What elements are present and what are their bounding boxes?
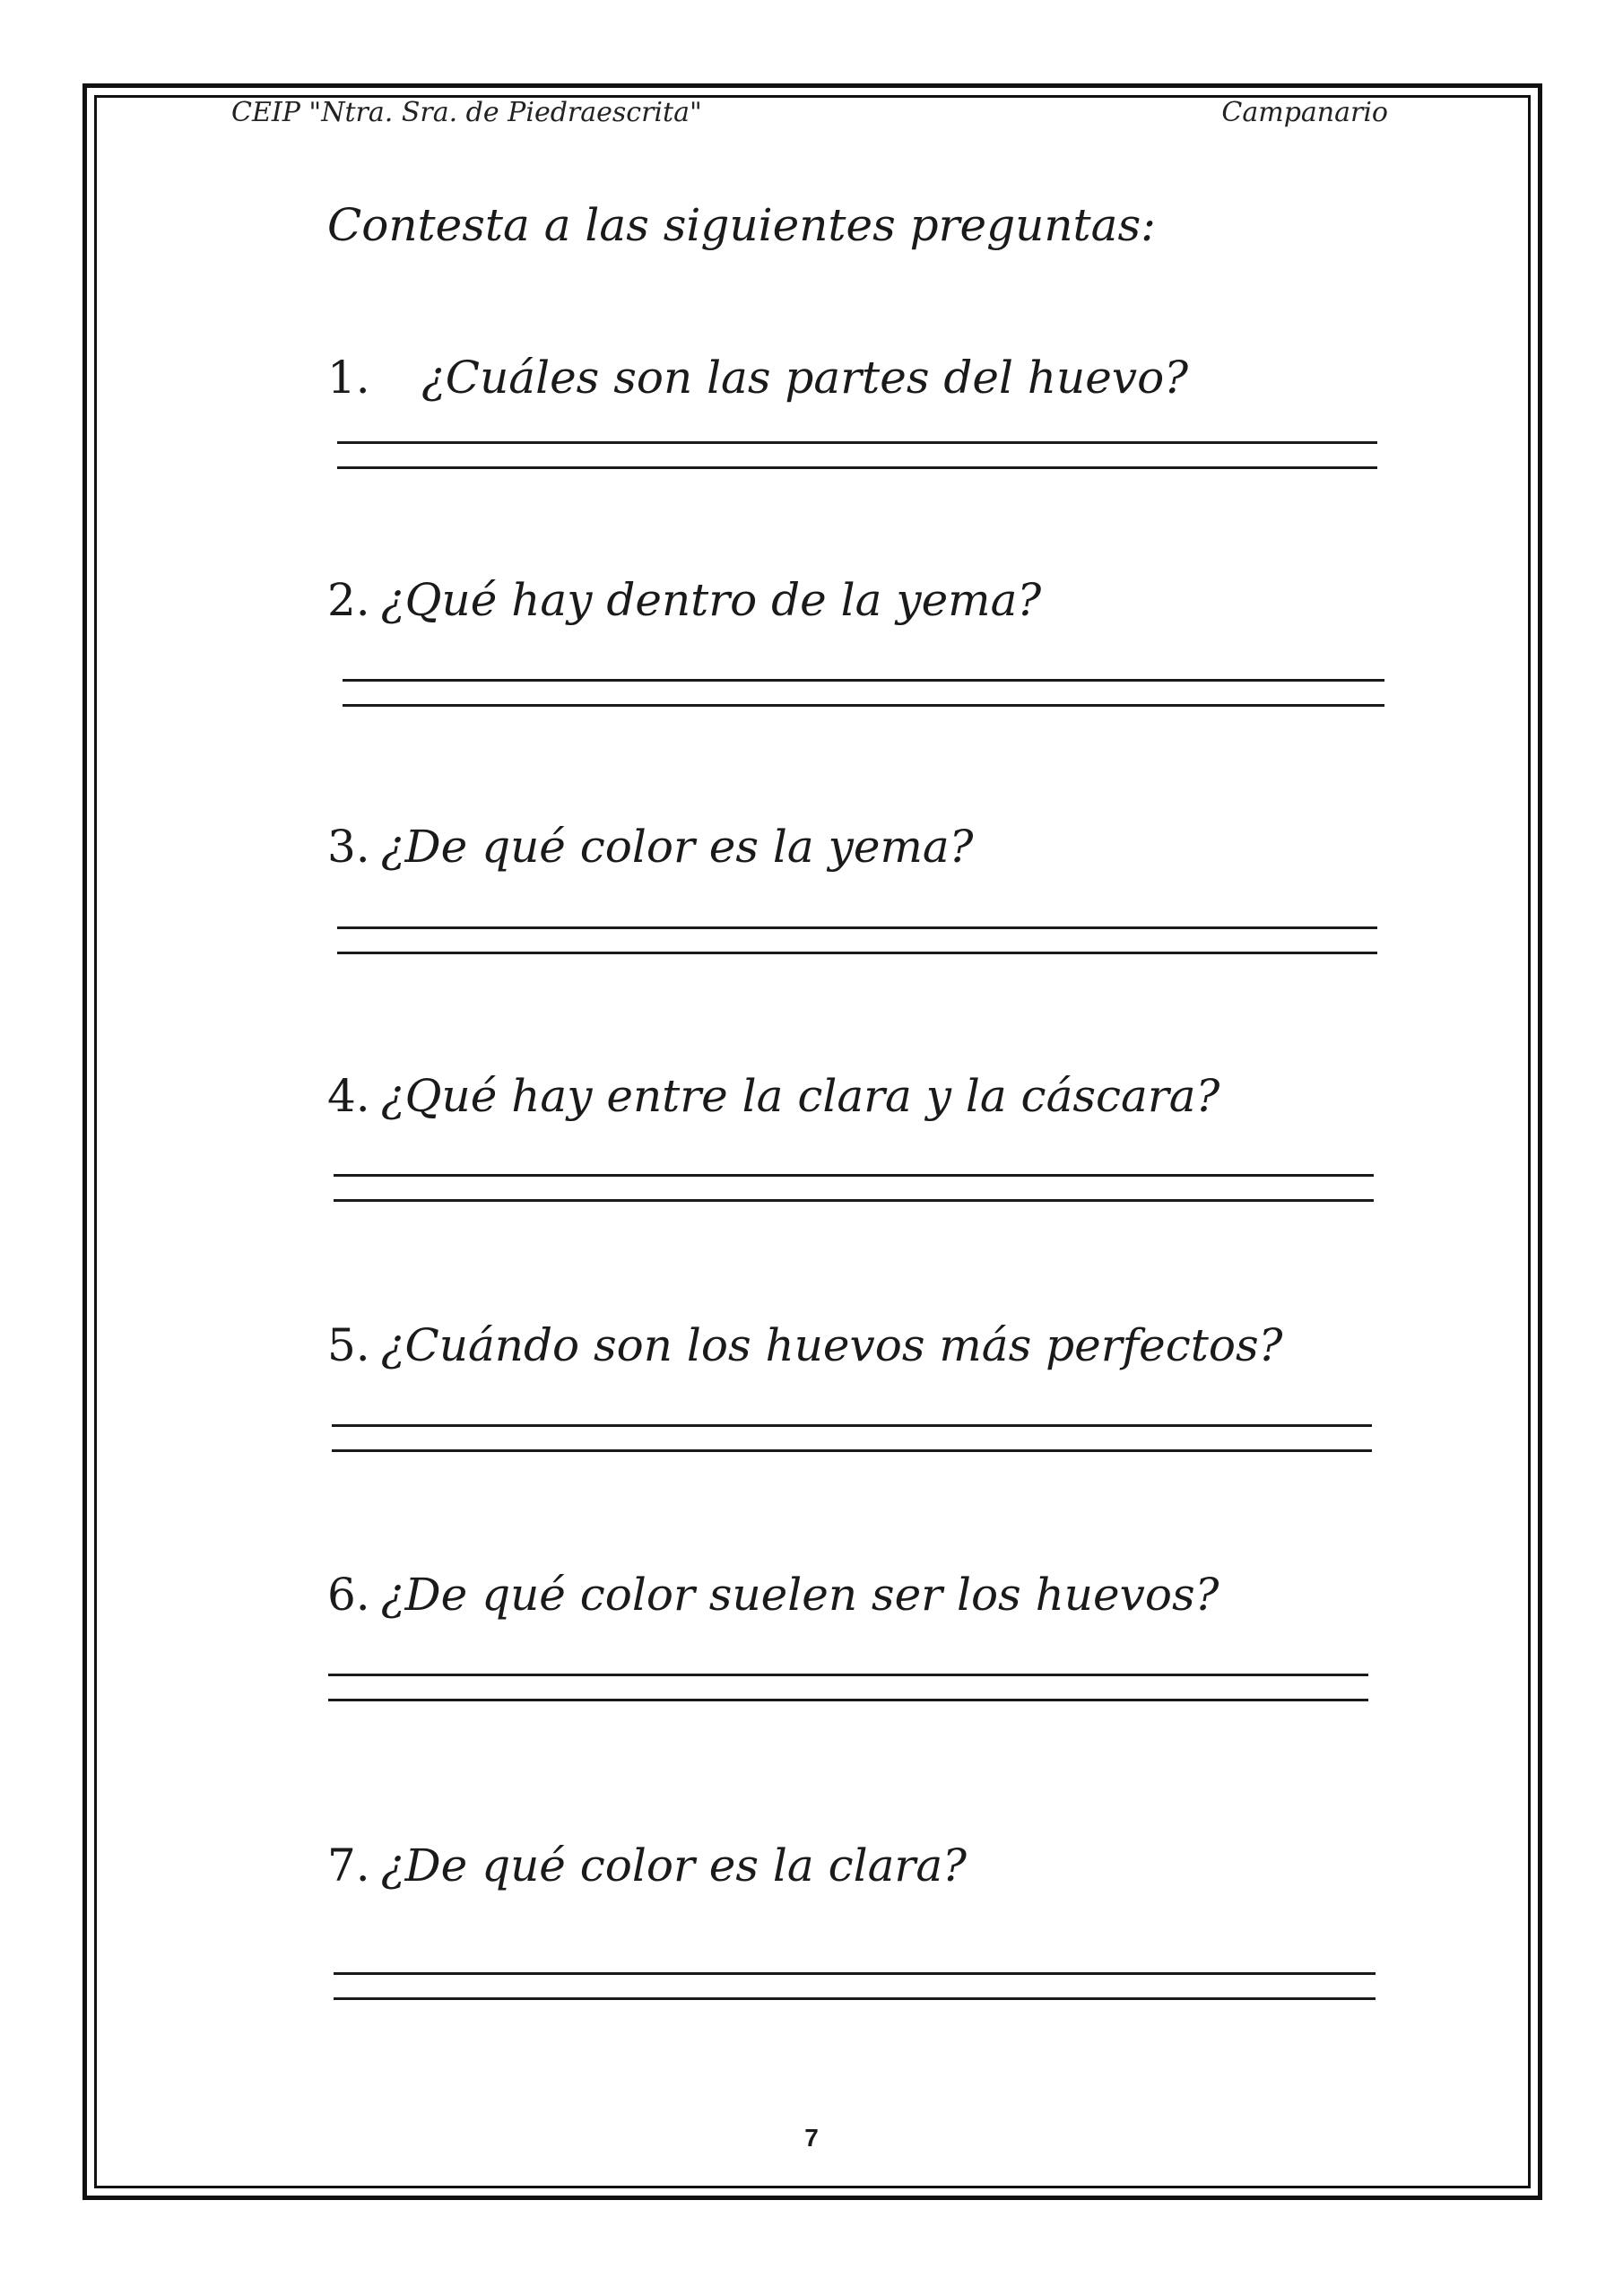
answer-line[interactable] xyxy=(334,1174,1374,1177)
question-text: ¿De qué color es la yema? xyxy=(380,821,974,873)
answer-line[interactable] xyxy=(332,1449,1372,1452)
question-text: ¿Cuáles son las partes del huevo? xyxy=(421,352,1189,404)
header-town: Campanario xyxy=(1221,97,1388,128)
answer-line[interactable] xyxy=(343,679,1384,682)
question-text: ¿Qué hay entre la clara y la cáscara? xyxy=(380,1070,1220,1122)
question-2 xyxy=(327,574,1041,626)
question-text: ¿De qué color suelen ser los huevos? xyxy=(380,1569,1219,1621)
answer-line[interactable] xyxy=(343,704,1384,707)
answer-line[interactable] xyxy=(337,441,1377,444)
answer-line[interactable] xyxy=(337,466,1377,469)
question-number: 4. xyxy=(327,1070,370,1122)
page-number: 7 xyxy=(804,2124,819,2152)
answer-line[interactable] xyxy=(337,926,1377,929)
question-number: 5. xyxy=(327,1319,370,1371)
header-school-name: CEIP "Ntra. Sra. de Piedraescrita" xyxy=(231,97,702,128)
instructions-heading: Contesta a las siguientes preguntas: xyxy=(327,199,1156,251)
question-number: 1. xyxy=(327,352,370,404)
answer-line[interactable] xyxy=(334,1199,1374,1202)
question-number: 3. xyxy=(327,821,370,873)
question-6 xyxy=(327,1569,1219,1621)
question-number: 2. xyxy=(327,574,370,626)
question-4 xyxy=(327,1070,1219,1122)
answer-line[interactable] xyxy=(328,1699,1368,1701)
answer-line[interactable] xyxy=(332,1424,1372,1427)
answer-line[interactable] xyxy=(337,952,1377,954)
question-3 xyxy=(327,821,974,873)
question-text: ¿Cuándo son los huevos más perfectos? xyxy=(380,1319,1283,1371)
question-1 xyxy=(327,352,1188,404)
question-number: 7. xyxy=(327,1839,370,1892)
question-number: 6. xyxy=(327,1569,370,1621)
question-text: ¿Qué hay dentro de la yema? xyxy=(380,574,1042,626)
answer-line[interactable] xyxy=(328,1674,1368,1676)
answer-line[interactable] xyxy=(334,1997,1376,2000)
question-text: ¿De qué color es la clara? xyxy=(380,1839,967,1892)
question-5 xyxy=(327,1319,1282,1371)
question-7 xyxy=(327,1839,967,1892)
answer-line[interactable] xyxy=(334,1972,1376,1975)
